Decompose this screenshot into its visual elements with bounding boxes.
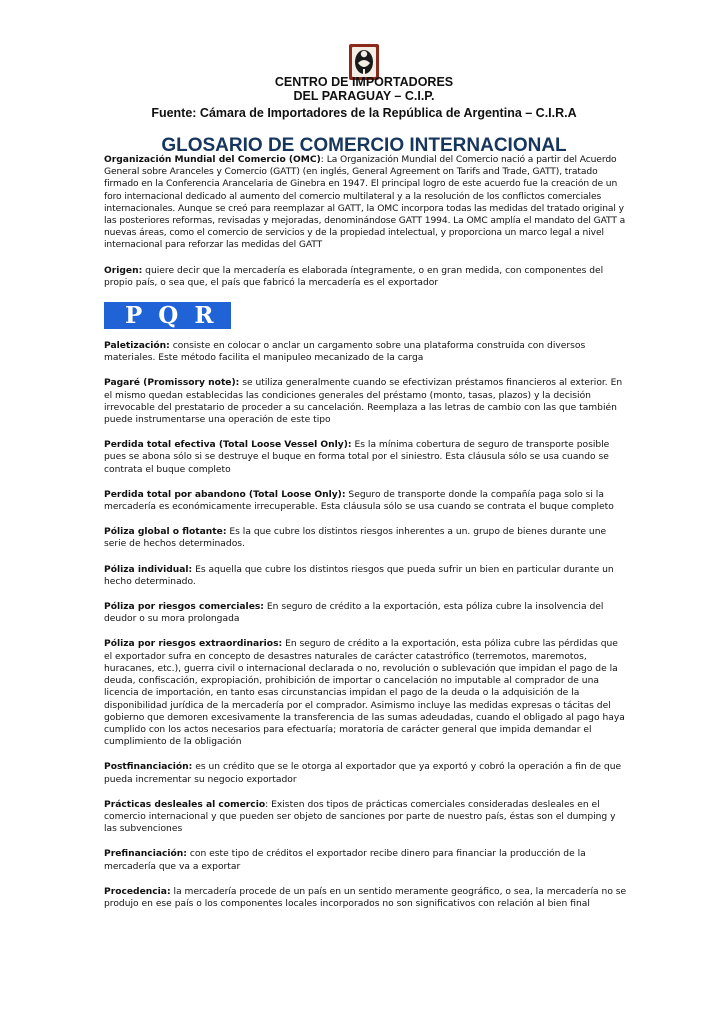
entry-definition: En seguro de crédito a la exportación, esta póliza cubre las pérdidas que el exportador sufra en concepto de desastres naturales de carácter catastrófico (terremotos, maremotos, huracanes, etc.), guerra civil o internacional declarada o no, revolución o sublevación que impidan el pago de la deuda, confiscación, expropiación, prohibición de importar o cancelación no imputable al comprador de una licencia de importación, en tanto esas circunstancias impidan el pago de la deuda o la adquisición de la disponibilidad jurídica de la mercadería por el comprador. Asimismo incluye las medidas expresas o tácitas del gobierno que demoren excesivamente la transferencia de las sumas adeudadas, cuando el obligado al pago haya cumplido con los actos necesarios para efectuaría; moratoria de carácter general que impida demandar el cumplimiento de la obligación (104, 639, 625, 748)
glossary-entry (104, 340, 628, 364)
entry-term: Perdida total efectiva (Total Loose Vessel Only): (104, 440, 352, 451)
glossary-entry (104, 761, 628, 785)
source-line: Fuente: Cámara de Importadores de la República de Argentina – C.I.R.A (151, 106, 577, 120)
section-letters-pqr: P Q R (104, 302, 231, 329)
entry-definition: Existen dos tipos de prácticas comerciales consideradas desleales en el comercio internacional y que pueden ser objeto de sanciones por parte de nuestro país, éstas son el dumping y las subvenciones (104, 799, 616, 835)
entry-term: Organización Mundial del Comercio (OMC) (104, 155, 321, 165)
entry-definition: Es aquella que cubre los distintos riesgos que pueda sufrir un bien en particular durante un hecho determinado. (104, 564, 614, 587)
glossary-entry (104, 601, 628, 625)
glossary-entry (104, 489, 628, 513)
entries-after-section (104, 340, 628, 910)
glossary-entry (104, 265, 628, 289)
entry-term: Póliza global o flotante: (104, 527, 227, 538)
entry-term: Póliza por riesgos extraordinarios: (104, 639, 283, 650)
org-name-line-2: DEL PARAGUAY – C.I.P. (293, 89, 435, 103)
entry-term: Postfinanciación: (104, 762, 193, 773)
glossary-entry (104, 154, 628, 252)
entry-term: Póliza individual: (104, 564, 193, 575)
entry-term: Pagaré (Promissory note): (104, 378, 240, 389)
glossary-entry (104, 526, 628, 550)
glossary-entry (104, 799, 628, 836)
entry-term: Procedencia: (104, 886, 171, 897)
entry-term: Prefinanciación: (104, 849, 187, 860)
org-name-line-1: CENTRO DE IMPORTADORES (274, 75, 454, 89)
entry-definition: Seguro de transporte donde la compañía paga solo si la mercadería es económicamente irrecuperable. Esta cláusula sólo se usa cuando se contrata el buque completo (104, 489, 614, 513)
entry-definition: consiste en colocar o anclar un cargamento sobre una plataforma construida con diversos materiales. Este método facilita el manipuleo mecanizado de la carga (104, 341, 586, 364)
entry-definition: es un crédito que se le otorga al exportador que ya exportó y cobró la operación a fin de que pueda incrementar su negocio exportador (104, 762, 622, 785)
entry-term: Paletización: (104, 341, 170, 352)
entry-definition: En seguro de crédito a la exportación, esta póliza cubre la insolvencia del deudor o su mora prolongada (104, 602, 604, 625)
entries-before-section (104, 154, 628, 289)
entry-definition: con este tipo de créditos el exportador recibe dinero para financiar la producción de la mercadería que va a exportar (104, 849, 586, 872)
entry-definition: quiere decir que la mercadería es elaborada íntegramente, o en gran medida, con componentes del propio país, o sea que, el país que fabricó la mercadería es el exportador (104, 265, 604, 288)
entry-definition: la mercadería procede de un país en un sentido meramente geográfico, o sea, la mercadería no se produjo en ese país o los componentes locales incorporados no son significativos con relación al bien final (104, 886, 627, 909)
entry-definition: se utiliza generalmente cuando se efectivizan préstamos financieros al exterior. En el mismo quedan establecidas las condiciones generales del préstamo (monto, tasas, plazos) y la decisión irrevocable del prestatario de proceder a su cancelación. Reemplaza a las letras de cambio con las que también puede instrumentarse una operación de este tipo (104, 378, 623, 426)
entry-term: Origen: (104, 265, 143, 276)
entry-term: Perdida total por abandono (Total Loose Only): (104, 489, 346, 500)
glossary-entry (104, 886, 628, 910)
glossary-entry (104, 848, 628, 872)
glossary-entry (104, 564, 628, 588)
entry-definition: Es la que cubre los distintos riesgos inherentes a un. grupo de bienes durante une serie de hechos determinados. (104, 527, 607, 550)
glossary-entry (104, 638, 628, 748)
entry-term: Póliza por riesgos comerciales: (104, 602, 264, 613)
glossary-title: GLOSARIO DE COMERCIO INTERNACIONAL (161, 135, 567, 156)
entry-separator: : (320, 155, 327, 165)
entry-term: Prácticas desleales al comercio (104, 799, 266, 810)
entry-definition: Es la mínima cobertura de seguro de transporte posible pues se abona sólo si se destruye el buque en forma total por el siniestro. Esta cláusula sólo se usa cuando se contrata el buque completo (104, 440, 610, 475)
glossary-entry (104, 377, 628, 426)
glossary-content (104, 154, 628, 923)
entry-definition: La Organización Mundial del Comercio nació a partir del Acuerdo General sobre Aranceles y Comercio (GATT) (en inglés, General Agreement on Tarifs and Trade, GATT), tratado firmado en la Conferencia Arancelaria de Ginebra en 1947. El principal logro de este acuerdo fue la creación de un foro internacional dedicado al aumento del comercio multilateral y a la resolución de los conflictos comerciales internacionales. Aunque se creó para reemplazar al GATT, la OMC incorpora todas las medidas del tratado original y las posteriores reformas, revisadas y mejoradas, denominándose GATT 1994. La OMC amplía el mandato del GATT a nuevas áreas, como el comercio de servicios y de la propiedad intelectual, y proporciona un marco legal a nivel internacional para reforzar las medidas del GATT (104, 155, 626, 251)
glossary-entry (104, 439, 628, 476)
entry-separator: : (265, 799, 272, 810)
